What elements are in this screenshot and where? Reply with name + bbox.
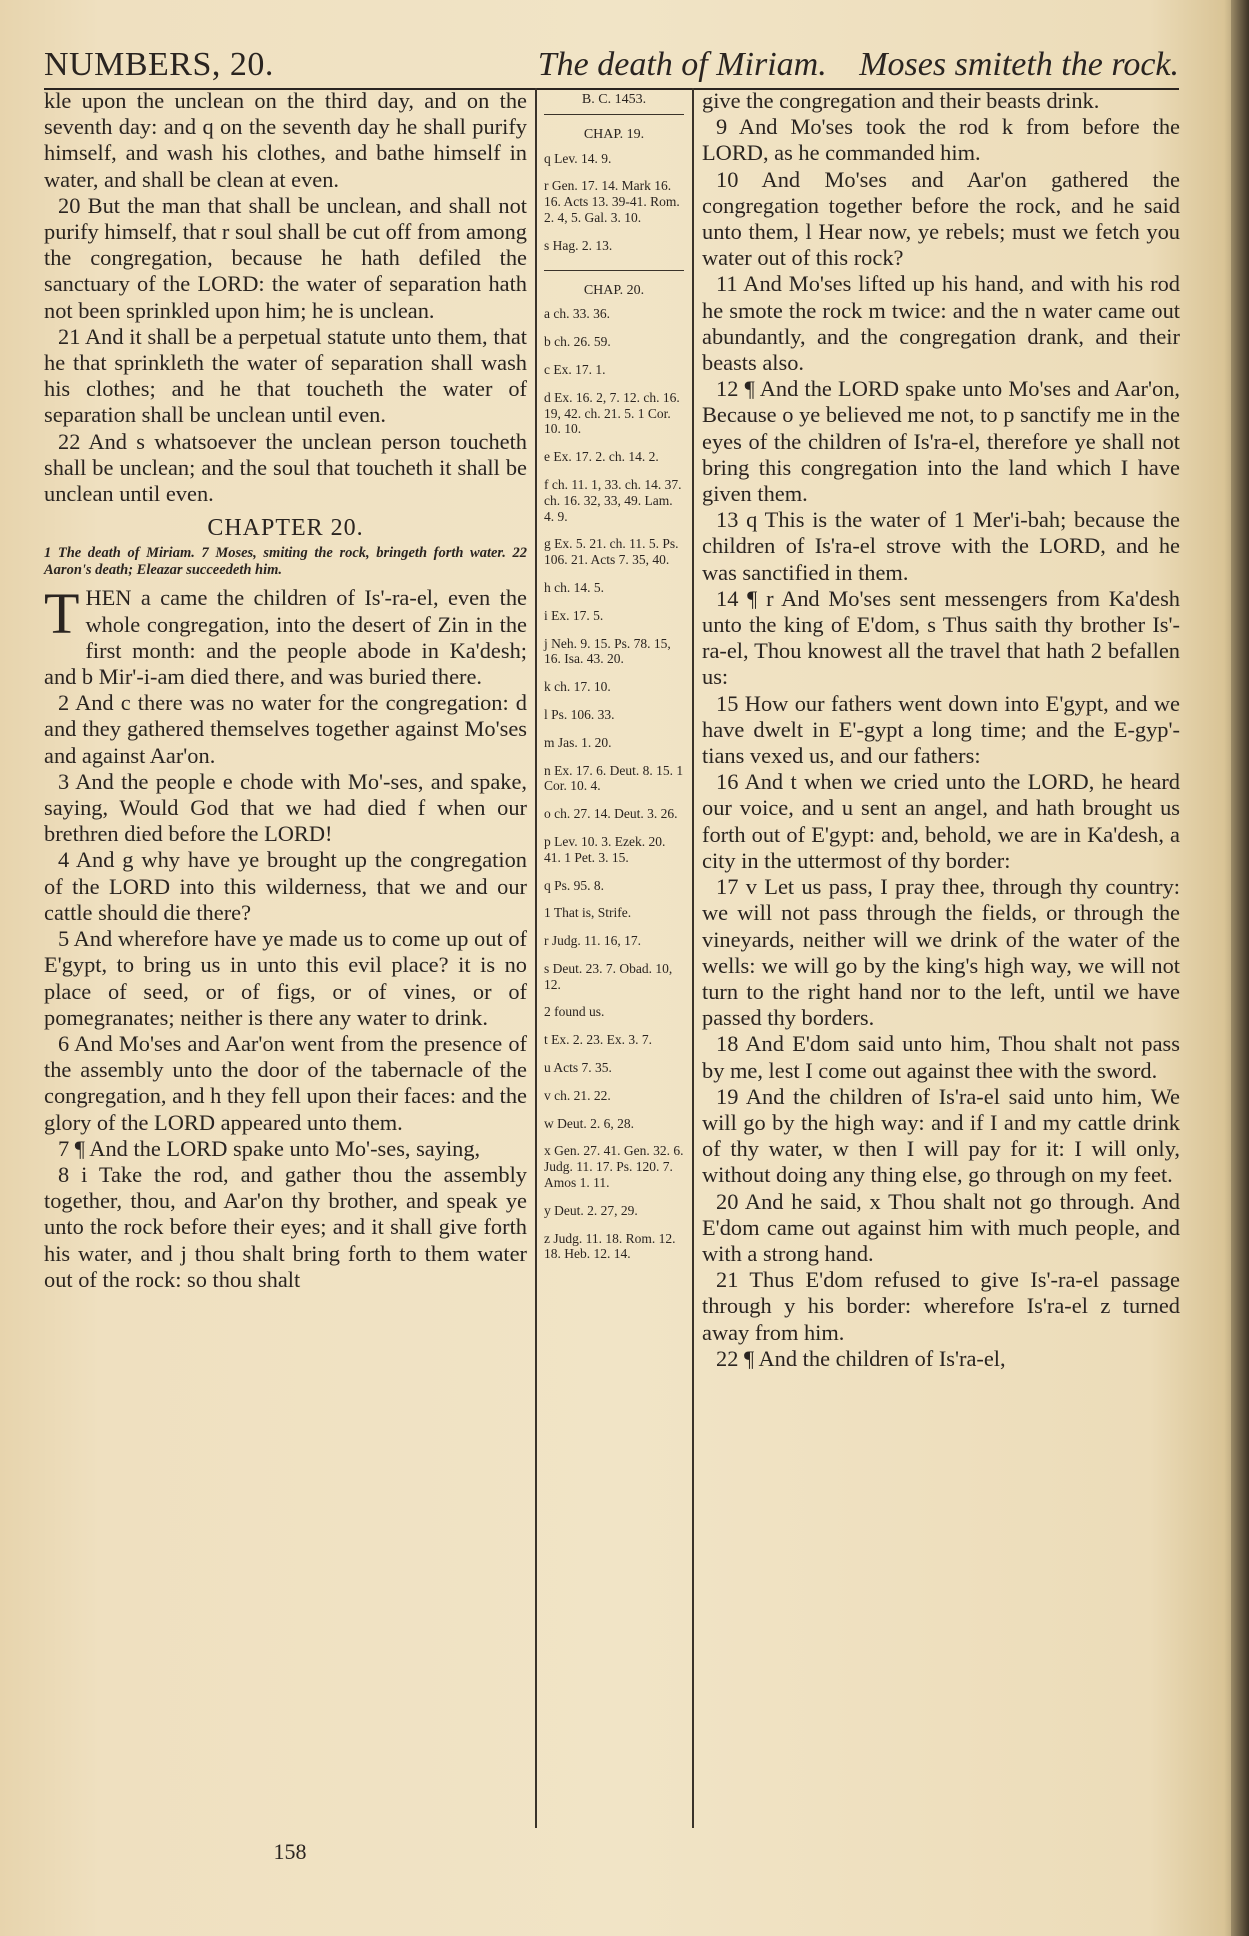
verse-text: kle upon the unclean on the third day, and on the seventh day: and q on the seventh day he shall purify himself, and wash his clothes, and bathe himself in water, and shall be clean at even.: [44, 88, 527, 192]
ref-chapter-19: CHAP. 19.: [583, 126, 645, 142]
verse-text: 7 ¶ And the LORD spake unto Mo'-ses, saying,: [58, 1135, 481, 1161]
verse-text: 13 q This is the water of 1 Mer'i-bah; because the children of Is'ra-el strove with the LORD, and he was sanctified in them.: [702, 507, 1180, 585]
cross-reference: l Ps. 106. 33.: [544, 706, 615, 722]
cross-reference: u Acts 7. 35.: [544, 1060, 612, 1076]
verse-text: 19 And the children of Is'ra-el said unto him, We will go by the high way: and if I and my cattle drink of thy water, w then I will pay for it: I will only, without doing any thing else, go through on my feet.: [702, 1083, 1180, 1188]
cross-reference: f ch. 11. 1, 33. ch. 14. 37. ch. 16. 32, 33, 49. Lam. 4. 9.: [544, 476, 682, 524]
verse-text: 20 And he said, x Thou shalt not go through. And E'dom came out against him with much people, and with a strong hand.: [702, 1188, 1180, 1266]
verse-text: 18 And E'dom said unto him, Thou shalt not pass by me, lest I come out against thee with the sword.: [702, 1031, 1180, 1083]
cross-reference: j Neh. 9. 15. Ps. 78. 15, 16. Isa. 43. 20.: [544, 635, 671, 667]
verse-text: 21 And it shall be a perpetual statute unto them, that he that sprinkleth the water of separation shall wash his clothes; and he that toucheth the water of separation shall be unclean until even.: [44, 323, 527, 428]
cross-reference: r Gen. 17. 14. Mark 16. 16. Acts 13. 39-41. Rom. 2. 4, 5. Gal. 3. 10.: [544, 178, 680, 225]
reference-divider: [544, 270, 684, 271]
cross-reference: s Hag. 2. 13.: [544, 237, 613, 253]
cross-reference: v ch. 21. 22.: [544, 1087, 611, 1103]
cross-reference: y Deut. 2. 27, 29.: [544, 1202, 638, 1218]
cross-reference: z Judg. 11. 18. Rom. 12. 18. Heb. 12. 14.: [544, 1230, 676, 1262]
cross-reference: e Ex. 17. 2. ch. 14. 2.: [544, 449, 659, 465]
verse-text: 14 ¶ r And Mo'ses sent messengers from Ka'desh unto the king of E'dom, s Thus saith thy brother Is'-ra-el, Thou knowest all the travel that hath 2 befallen us:: [702, 585, 1180, 690]
cross-reference: k ch. 17. 10.: [544, 679, 611, 695]
verse-text: 22 ¶ And the children of Is'ra-el,: [716, 1345, 1006, 1371]
verse-text: 22 And s whatsoever the unclean person toucheth shall be unclean; and the soul that toucheth it shall be unclean until even.: [44, 428, 527, 507]
cross-reference: b ch. 26. 59.: [544, 334, 611, 350]
chapter-heading: CHAPTER 20.: [207, 515, 364, 542]
drop-cap: T: [44, 581, 80, 647]
verse-text: 16 And t when we cried unto the LORD, he heard our voice, and u sent an angel, and hath brought us forth out of E'gypt: and, behold, we are in Ka'desh, a city in the uttermost of thy border:: [702, 769, 1180, 873]
cross-reference: w Deut. 2. 6, 28.: [544, 1115, 634, 1131]
cross-reference: 2 found us.: [544, 1004, 605, 1020]
cross-reference: x Gen. 27. 41. Gen. 32. 6. Judg. 11. 17. Ps. 120. 7. Amos 1. 11.: [544, 1143, 684, 1191]
cross-reference: m Jas. 1. 20.: [544, 734, 612, 750]
verse-text: 11 And Mo'ses lifted up his hand, and with his rod he smote the rock m twice: and the n water came out abundantly, and the congregation drank, and their beasts also.: [702, 271, 1180, 376]
cross-reference: c Ex. 17. 1.: [544, 361, 606, 377]
verse-text: 3 And the people e chode with Mo'-ses, and spake, saying, Would God that we had died f when our brethren died before the LORD!: [44, 768, 527, 847]
book-chapter-label: NUMBERS, 20.: [44, 46, 274, 83]
column-divider: [535, 88, 537, 1828]
chapter-summary: 1 The death of Miriam. 7 Moses, smiting the rock, bringeth forth water. 22 Aaron's death; Eleazar succeedeth him.: [44, 545, 527, 579]
verse-text: 15 How our fathers went down into E'gypt, and we have dwelt in E'-gypt a long time; and the E-gyp'-tians vexed us, and our fathers:: [702, 690, 1180, 769]
right-text-column: [702, 88, 1180, 1372]
verse-text: 5 And wherefore have ye made us to come up out of E'gypt, to bring us in unto this evil place? it is no place of seed, or of figs, or of vines, or of pomegranates; neither is there any water to drink.: [44, 926, 527, 1030]
verse-text: 6 And Mo'ses and Aar'on went from the presence of the assembly unto the door of the tabernacle of the congregation, and h they fell upon their faces: and the glory of the LORD appeared unto them.: [44, 1030, 527, 1135]
running-title-left: The death of Miriam.: [537, 46, 827, 83]
verse-text: 20 But the man that shall be unclean, and shall not purify himself, that r soul shall be cut off from among the congregation, because he hath defiled the sanctuary of the LORD: the water of separation hath not been sprinkled upon him; he is unclean.: [44, 192, 527, 323]
ref-chapter-20: CHAP. 20.: [583, 282, 645, 298]
date-marker: B. C. 1453.: [544, 88, 684, 115]
verse-1: [44, 581, 527, 690]
verse-text: 21 Thus E'dom refused to give Is'-ra-el passage through y his border: wherefore Is'ra-el z turned away from him.: [702, 1267, 1180, 1345]
cross-reference: i Ex. 17. 5.: [544, 607, 604, 623]
cross-reference: s Deut. 23. 7. Obad. 10, 12.: [544, 960, 673, 992]
verse-text: give the congregation and their beasts drink.: [702, 88, 1100, 113]
column-divider: [692, 88, 694, 1828]
cross-reference: n Ex. 17. 6. Deut. 8. 15. 1 Cor. 10. 4.: [544, 762, 684, 794]
binding-edge: [1231, 0, 1249, 1936]
verse-text: 10 And Mo'ses and Aar'on gathered the congregation together before the rock, and he said unto them, l Hear now, ye rebels; must we fetch you water out of this rock?: [702, 166, 1180, 271]
running-titles: [538, 46, 1179, 84]
cross-reference: r Judg. 11. 16, 17.: [544, 933, 641, 949]
cross-reference: q Lev. 14. 9.: [544, 150, 612, 166]
cross-reference: d Ex. 16. 2, 7. 12. ch. 16. 19, 42. ch. 21. 5. 1 Cor. 10. 10.: [544, 389, 680, 437]
cross-reference: h ch. 14. 5.: [544, 579, 604, 595]
verse-1-text: HEN a came the children of Is'-ra-el, even the whole congregation, into the desert of Zin in the first month: and the people abode in Ka'desh; and b Mir'-i-am died there, and was buried there.: [44, 585, 527, 690]
cross-reference: t Ex. 2. 23. Ex. 3. 7.: [544, 1032, 652, 1048]
verse-text: 2 And c there was no water for the congregation: d and they gathered themselves together against Mo'ses and against Aar'on.: [44, 690, 527, 768]
cross-reference: p Lev. 10. 3. Ezek. 20. 41. 1 Pet. 3. 15.: [544, 833, 666, 865]
cross-reference: o ch. 27. 14. Deut. 3. 26.: [544, 806, 678, 822]
verse-text: 12 ¶ And the LORD spake unto Mo'ses and Aar'on, Because o ye believed me not, to p sanctify me in the eyes of the children of Is'ra-el, therefore ye shall not bring this congregation into the land which I have given them.: [702, 376, 1180, 507]
left-text-column: [44, 88, 527, 1293]
running-header: [44, 30, 1179, 84]
verse-text: 9 And Mo'ses took the rod k from before the LORD, as he commanded him.: [702, 114, 1180, 166]
verse-text: 8 i Take the rod, and gather thou the assembly together, thou, and Aar'on thy brother, and speak ye unto the rock before their eyes; and it shall give forth his water, and j thou shalt bring forth to them water out of the rock: so thou shalt: [44, 1161, 527, 1292]
running-title-right: Moses smiteth the rock.: [859, 46, 1179, 83]
cross-reference: 1 That is, Strife.: [544, 905, 632, 921]
cross-reference: g Ex. 5. 21. ch. 11. 5. Ps. 106. 21. Acts 7. 35, 40.: [544, 536, 679, 568]
cross-reference: a ch. 33. 36.: [544, 306, 610, 322]
verse-text: 17 v Let us pass, I pray thee, through thy country: we will not pass through the fields, or through the vineyards, neither will we drink of the water of the wells: we will go by the king's high way, we will not turn to the right hand nor to the left, until we have passed thy borders.: [702, 874, 1180, 1031]
page-number: 158: [273, 1839, 307, 1864]
reference-column: [544, 88, 684, 1274]
cross-reference: q Ps. 95. 8.: [544, 877, 605, 893]
verse-text: 4 And g why have ye brought up the congregation of the LORD into this wilderness, that we and our cattle should die there?: [44, 847, 527, 925]
